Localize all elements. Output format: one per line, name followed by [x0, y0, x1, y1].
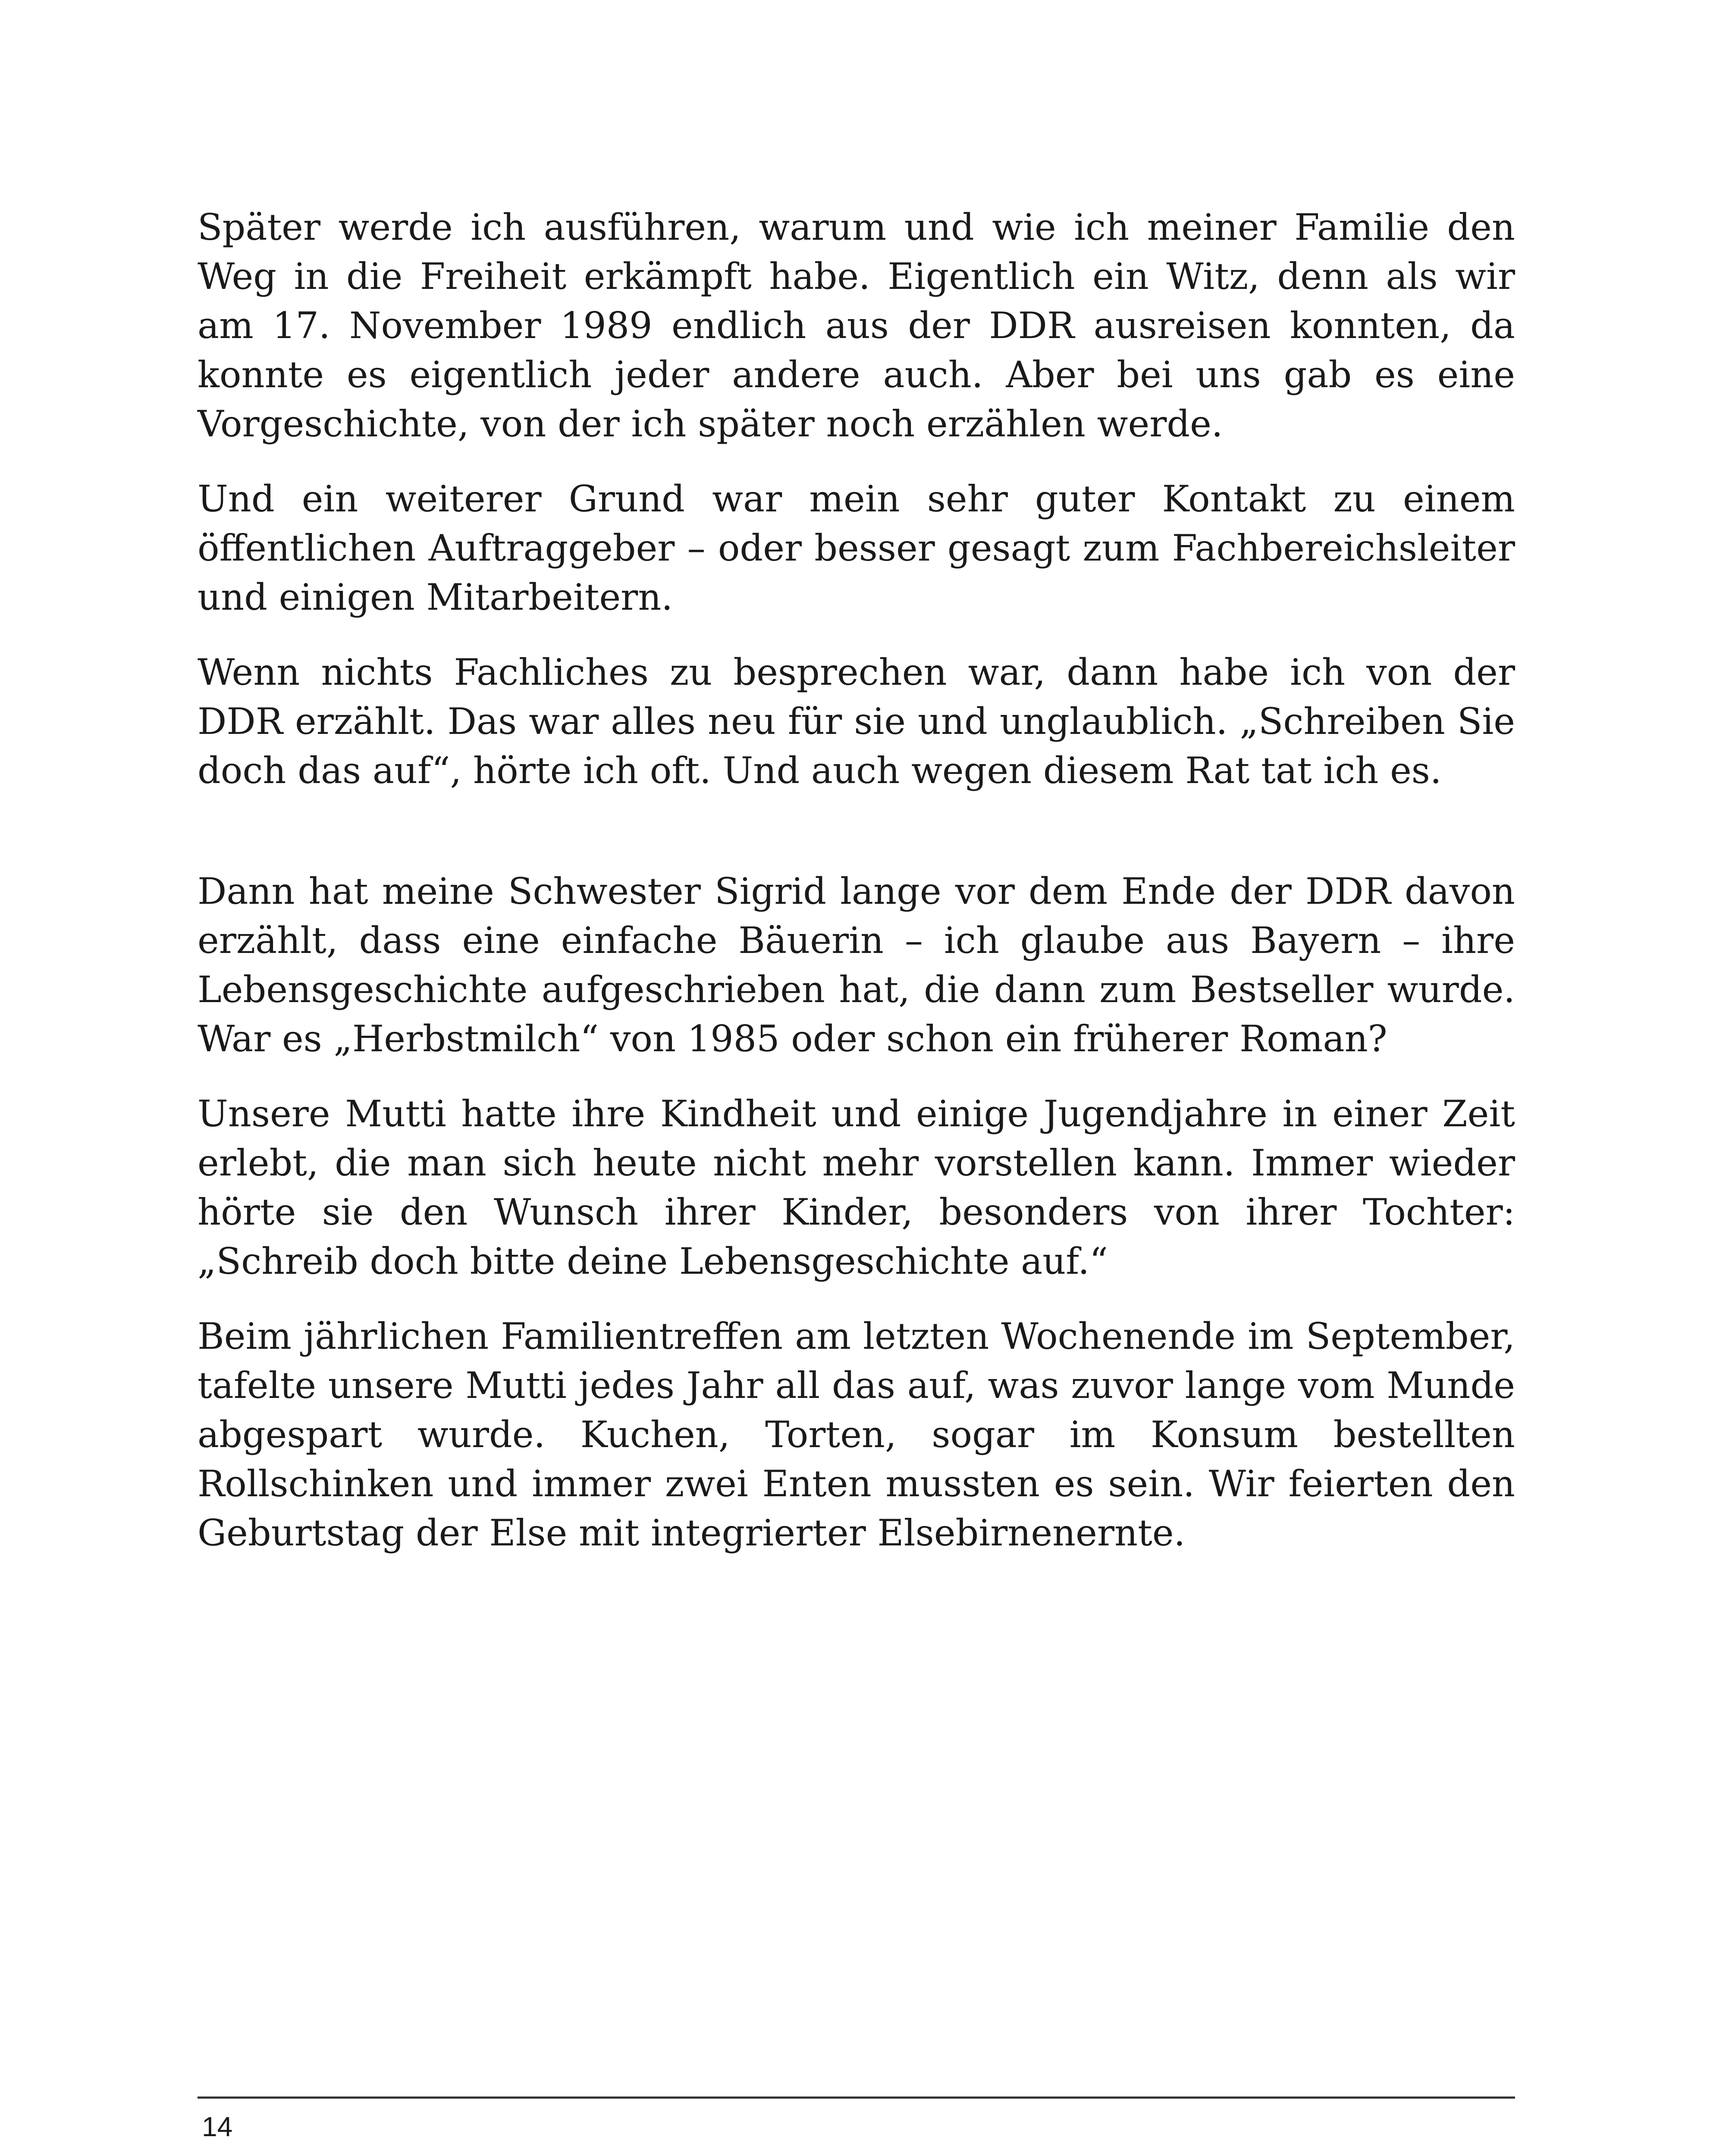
paragraph: Dann hat meine Schwester Sigrid lange vor dem Ende der DDR davon erzählt, dass eine einfache Bäuerin – ich glaube aus Bayern – ihre Lebensgeschichte aufgeschrieben hat, die dann zum Bestseller wurde. War es „Herbstmilch“ von 1985 oder schon ein früherer Roman? [198, 870, 1515, 1060]
footer-divider [198, 2096, 1515, 2099]
paragraph: Später werde ich ausführen, warum und wie ich meiner Familie den Weg in die Freiheit erkämpft habe. Eigentlich ein Witz, denn als wir am 17. November 1989 endlich aus der DDR ausreisen konnten, da konnte es eigentlich jeder andere auch. Aber bei uns gab es eine Vorgeschichte, von der ich später noch erzählen werde. [198, 206, 1515, 445]
text-section-1 [198, 203, 1515, 821]
page-number: 14 [202, 2111, 233, 2142]
paragraph: Und ein weiterer Grund war mein sehr guter Kontakt zu einem öffentlichen Auftraggeber – oder besser gesagt zum Fachbereichsleiter und einigen Mitarbeitern. [198, 478, 1515, 618]
paragraph: Beim jährlichen Familientreffen am letzten Wochenende im September, tafelte unsere Mutti jedes Jahr all das auf, was zuvor lange vom Munde abgespart wurde. Kuchen, Torten, sogar im Konsum bestellten Rollschinken und immer zwei Enten mussten es sein. Wir feierten den Geburtstag der Else mit integrierter Elsebirnenernte. [198, 1315, 1515, 1554]
paragraph: Wenn nichts Fachliches zu besprechen war, dann habe ich von der DDR erzählt. Das war alles neu für sie und unglaublich. „Schreiben Sie doch das auf“, hörte ich oft. Und auch wegen diesem Rat tat ich es. [198, 651, 1515, 792]
text-section-2 [198, 867, 1515, 1583]
paragraph: Unsere Mutti hatte ihre Kindheit und einige Jugendjahre in einer Zeit erlebt, die man sich heute nicht mehr vorstellen kann. Immer wieder hörte sie den Wunsch ihrer Kinder, besonders von ihrer Tochter: „Schreib doch bitte deine Lebensgeschichte auf.“ [198, 1093, 1515, 1282]
